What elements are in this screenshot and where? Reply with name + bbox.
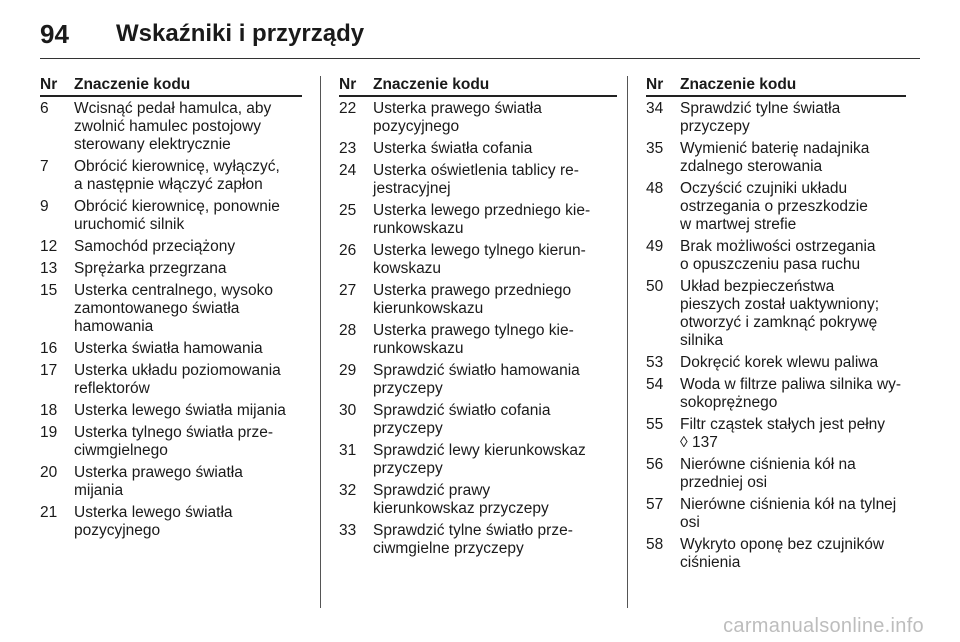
code-row (40, 402, 302, 420)
code-row (646, 140, 906, 176)
code-number: 21 (40, 504, 58, 521)
code-row (646, 416, 906, 452)
code-row (339, 140, 617, 158)
header-nr: Nr (40, 76, 58, 93)
code-number: 30 (339, 402, 357, 419)
code-meaning: Sprawdzić tylne światło prze- ciwmgielne przyczepy (373, 522, 573, 557)
code-row (40, 158, 302, 194)
code-meaning: Wymienić baterię nadajnika zdalnego sterowania (680, 140, 870, 175)
code-row (646, 354, 906, 372)
code-row (646, 456, 906, 492)
header-meaning: Znaczenie kodu (373, 76, 490, 93)
column-header (646, 76, 906, 97)
code-meaning: Sprawdzić tylne światła przyczepy (680, 100, 841, 135)
code-row (339, 402, 617, 438)
code-column-2 (320, 76, 617, 608)
code-meaning: Usterka lewego światła mijania (74, 402, 286, 419)
code-row (646, 100, 906, 136)
code-number: 32 (339, 482, 357, 499)
code-row (646, 180, 906, 234)
code-meaning: Nierówne ciśnienia kół na przedniej osi (680, 456, 856, 491)
code-row (40, 282, 302, 336)
code-row (646, 376, 906, 412)
code-number: 22 (339, 100, 357, 117)
code-number: 28 (339, 322, 357, 339)
code-meaning: Układ bezpieczeństwa pieszych został uaktywniony; otworzyć i zamknąć pokrywę silnika (680, 278, 880, 349)
code-number: 50 (646, 278, 664, 295)
code-number: 16 (40, 340, 58, 357)
code-meaning: Obrócić kierownicę, wyłączyć, a następnie włączyć zapłon (74, 158, 280, 193)
code-row (339, 482, 617, 518)
code-meaning: Usterka lewego światła pozycyjnego (74, 504, 233, 539)
page-number: 94 (40, 18, 69, 49)
code-row (646, 238, 906, 274)
code-number: 57 (646, 496, 664, 513)
code-meaning: Dokręcić korek wlewu paliwa (680, 354, 879, 371)
code-number: 15 (40, 282, 58, 299)
code-row (40, 100, 302, 154)
column-header (339, 76, 617, 97)
code-meaning: Wcisnąć pedał hamulca, aby zwolnić hamulec postojowy sterowany elektrycznie (74, 100, 272, 153)
code-meaning: Sprawdzić prawy kierunkowskaz przyczepy (373, 482, 549, 517)
code-meaning: Filtr cząstek stałych jest pełny ◊ 137 (680, 416, 886, 451)
code-number: 18 (40, 402, 58, 419)
code-meaning: Usterka prawego przedniego kierunkowskazu (373, 282, 572, 317)
code-number: 35 (646, 140, 664, 157)
code-row (646, 278, 906, 350)
code-meaning: Usterka światła cofania (373, 140, 533, 157)
rows (646, 100, 906, 572)
code-number: 13 (40, 260, 58, 277)
code-number: 26 (339, 242, 357, 259)
code-number: 53 (646, 354, 664, 371)
code-number: 23 (339, 140, 357, 157)
code-row (339, 442, 617, 478)
code-column-3 (627, 76, 906, 608)
code-number: 48 (646, 180, 664, 197)
page-header (40, 14, 920, 54)
code-meaning: Usterka tylnego światła prze- ciwmgielnego (74, 424, 273, 459)
code-meaning: Usterka lewego tylnego kierun- kowskazu (373, 242, 586, 277)
code-meaning: Sprawdzić lewy kierunkowskaz przyczepy (373, 442, 586, 477)
header-divider (40, 58, 920, 59)
code-meaning: Wykryto oponę bez czujników ciśnienia (680, 536, 885, 571)
rows (339, 100, 617, 558)
code-meaning: Usterka prawego światła mijania (74, 464, 243, 499)
header-meaning: Znaczenie kodu (74, 76, 191, 93)
code-number: 56 (646, 456, 664, 473)
code-number: 6 (40, 100, 49, 117)
code-number: 34 (646, 100, 664, 117)
code-row (40, 424, 302, 460)
code-row (339, 522, 617, 558)
code-row (339, 242, 617, 278)
code-meaning: Usterka centralnego, wysoko zamontowanego światła hamowania (74, 282, 274, 335)
code-number: 9 (40, 198, 49, 215)
code-meaning: Nierówne ciśnienia kół na tylnej osi (680, 496, 897, 531)
code-number: 19 (40, 424, 58, 441)
code-meaning: Usterka lewego przedniego kie- runkowskazu (373, 202, 591, 237)
code-row (40, 362, 302, 398)
code-meaning: Woda w filtrze paliwa silnika wy- sokoprężnego (680, 376, 902, 411)
code-number: 54 (646, 376, 664, 393)
code-meaning: Usterka prawego tylnego kie- runkowskazu (373, 322, 574, 357)
code-row (40, 464, 302, 500)
header-meaning: Znaczenie kodu (680, 76, 797, 93)
code-number: 20 (40, 464, 58, 481)
code-row (40, 340, 302, 358)
code-row (339, 162, 617, 198)
code-row (339, 100, 617, 136)
code-row (40, 260, 302, 278)
header-nr: Nr (646, 76, 664, 93)
code-row (40, 198, 302, 234)
code-number: 7 (40, 158, 49, 175)
code-meaning: Usterka światła hamowania (74, 340, 263, 357)
code-number: 27 (339, 282, 357, 299)
code-column-1 (40, 76, 302, 608)
page-title: Wskaźniki i przyrządy (116, 20, 365, 47)
code-row (339, 282, 617, 318)
code-row (339, 202, 617, 238)
code-number: 58 (646, 536, 664, 553)
code-meaning: Usterka oświetlenia tablicy re- jestracyjnej (373, 162, 579, 197)
code-number: 49 (646, 238, 664, 255)
code-row (646, 536, 906, 572)
code-row (339, 362, 617, 398)
code-number: 31 (339, 442, 357, 459)
code-meaning: Brak możliwości ostrzegania o opuszczeniu pasa ruchu (680, 238, 876, 273)
code-number: 29 (339, 362, 357, 379)
code-meaning: Sprawdzić światło hamowania przyczepy (373, 362, 580, 397)
code-number: 17 (40, 362, 58, 379)
code-meaning: Usterka prawego światła pozycyjnego (373, 100, 542, 135)
header-nr: Nr (339, 76, 357, 93)
code-number: 24 (339, 162, 357, 179)
code-meaning: Usterka układu poziomowania reflektorów (74, 362, 281, 397)
code-row (339, 322, 617, 358)
code-table (40, 76, 920, 608)
code-meaning: Obrócić kierownicę, ponownie uruchomić silnik (74, 198, 280, 233)
rows (40, 100, 302, 540)
code-row (646, 496, 906, 532)
code-row (40, 238, 302, 256)
code-number: 55 (646, 416, 664, 433)
code-number: 12 (40, 238, 58, 255)
code-number: 33 (339, 522, 357, 539)
code-meaning: Sprawdzić światło cofania przyczepy (373, 402, 551, 437)
code-meaning: Samochód przeciążony (74, 238, 236, 255)
code-number: 25 (339, 202, 357, 219)
watermark: carmanualsonline.info (723, 615, 924, 637)
code-row (40, 504, 302, 540)
column-header (40, 76, 302, 97)
code-meaning: Sprężarka przegrzana (74, 260, 227, 277)
code-meaning: Oczyścić czujniki układu ostrzegania o przeszkodzie w martwej strefie (680, 180, 868, 233)
